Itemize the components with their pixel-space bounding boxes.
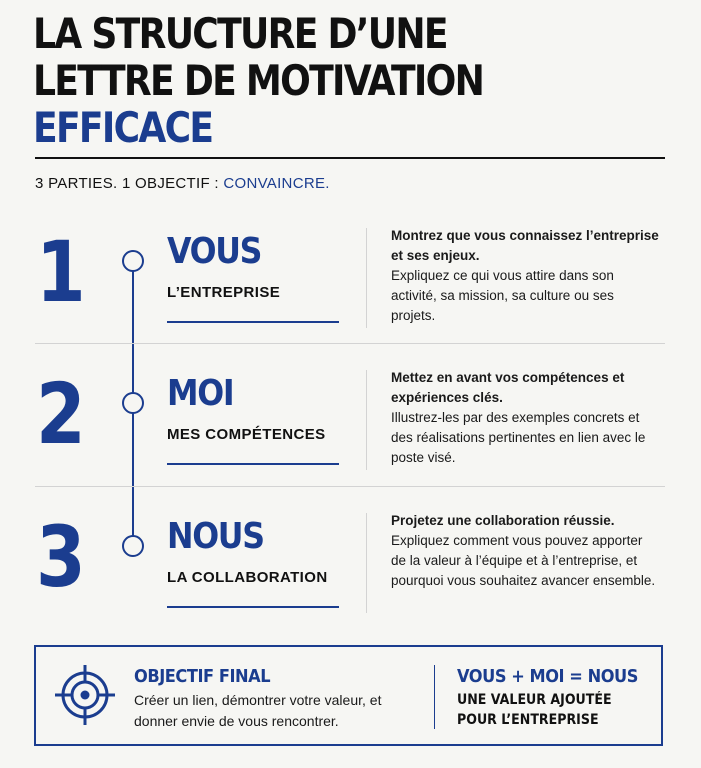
section-divider (35, 486, 665, 487)
objective-divider (434, 665, 435, 729)
part-lead: Projetez une collaboration réussie. (391, 513, 615, 528)
part-number: 2 (36, 365, 86, 463)
part-description (391, 226, 661, 326)
part-heading: VOUS (167, 231, 262, 272)
part-divider (366, 370, 367, 470)
objective-box (34, 645, 663, 746)
part-underline (167, 606, 339, 608)
title-line-3: EFFICACE (33, 103, 213, 152)
part-divider (366, 228, 367, 328)
timeline-node (122, 392, 144, 414)
timeline-node (122, 250, 144, 272)
title-line-1: LA STRUCTURE D’UNE (33, 9, 447, 58)
subtitle (35, 175, 330, 192)
part-description (391, 368, 661, 468)
part-subheading: L’ENTREPRISE (167, 284, 281, 301)
objective-text: Créer un lien, démontrer votre valeur, et donner envie de vous rencontrer. (134, 692, 382, 729)
part-body: Expliquez ce qui vous attire dans son activité, sa mission, sa culture ou ses projets. (391, 268, 614, 323)
part-divider (366, 513, 367, 613)
part-heading: MOI (167, 373, 234, 414)
part-heading: NOUS (167, 516, 264, 557)
part-subheading: LA COLLABORATION (167, 569, 328, 586)
subtitle-prefix: 3 PARTIES. 1 OBJECTIF : (35, 175, 224, 192)
part-2 (0, 365, 701, 512)
part-3 (0, 508, 701, 655)
part-lead: Mettez en avant vos compétences et expériences clés. (391, 370, 625, 405)
subtitle-highlight: CONVAINCRE. (223, 175, 330, 192)
target-icon (53, 663, 117, 727)
objective-value: UNE VALEUR AJOUTÉE POUR L’ENTREPRISE (457, 692, 612, 728)
part-underline (167, 463, 339, 465)
part-description (391, 511, 661, 591)
page-title (33, 10, 583, 151)
title-line-2: LETTRE DE MOTIVATION (33, 56, 484, 105)
timeline-node (122, 535, 144, 557)
section-divider (35, 343, 665, 344)
part-body: Expliquez comment vous pouvez apporter de la valeur à l’équipe et à l’entreprise, et pourquoi vous souhaitez avancer ensemble. (391, 533, 656, 588)
part-underline (167, 321, 339, 323)
part-lead: Montrez que vous connaissez l’entreprise et ses enjeux. (391, 228, 659, 263)
part-number: 1 (36, 223, 86, 321)
part-number: 3 (36, 508, 86, 606)
part-body: Illustrez-les par des exemples concrets et des réalisations pertinentes en lien avec le poste visé. (391, 410, 646, 465)
title-rule (35, 157, 665, 159)
objective-formula: VOUS + MOI = NOUS (457, 666, 638, 687)
part-subheading: MES COMPÉTENCES (167, 426, 326, 443)
part-1 (0, 223, 701, 370)
objective-title: OBJECTIF FINAL (134, 666, 271, 687)
